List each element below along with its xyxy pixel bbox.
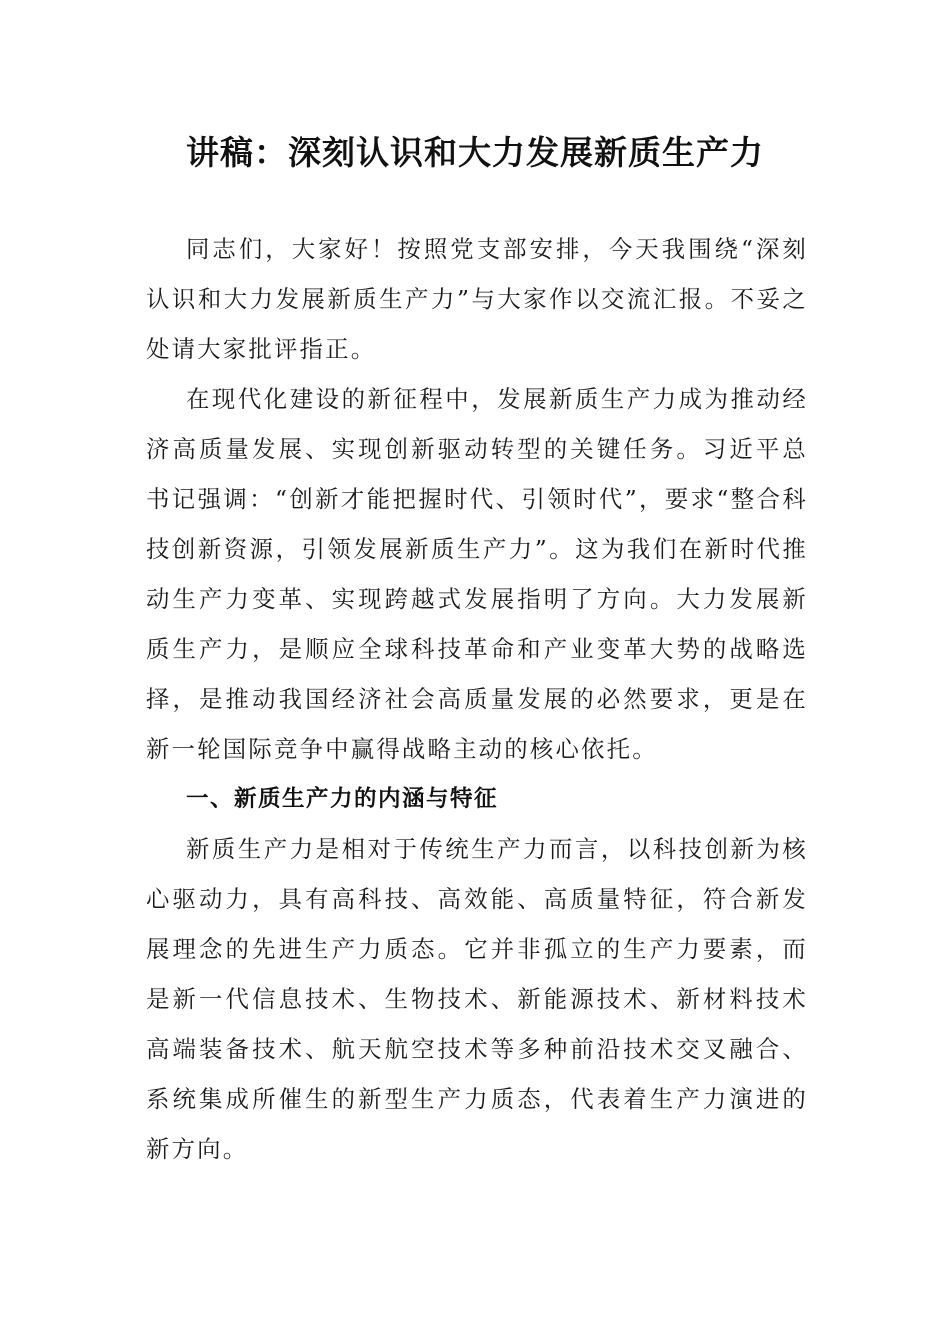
document-body [146, 224, 808, 1174]
document-title: 讲稿：深刻认识和大力发展新质生产力 [186, 133, 764, 172]
section-heading-1: 一、新质生产力的内涵与特征 [186, 786, 499, 812]
paragraph-definition: 新质生产力是相对于传统生产力而言，以科技创新为核心驱动力，具有高科技、高效能、高质量特征，符合新发展理念的先进生产力质态。它并非孤立的生产力要素，而是新一代信息技术、生物技术、新能源技术、新材料技术高端装备技术、航天航空技术等多种前沿技术交叉融合、系统集成所催生的新型生产力质态，代表着生产力演进的新方向。 [146, 835, 808, 1163]
paragraph-greeting: 同志们，大家好！按照党支部安排，今天我围绕“深刻认识和大力发展新质生产力”与大家作以交流汇报。不妥之处请大家批评指正。 [146, 235, 808, 363]
paragraph-background: 在现代化建设的新征程中，发展新质生产力成为推动经济高质量发展、实现创新驱动转型的关键任务。习近平总书记强调：“创新才能把握时代、引领时代”，要求“整合科技创新资源，引领发展新质生产力”。这为我们在新时代推动生产力变革、实现跨越式发展指明了方向。大力发展新质生产力，是顺应全球科技革命和产业变革大势的战略选择，是推动我国经济社会高质量发展的必然要求，更是在新一轮国际竞争中赢得战略主动的核心依托。 [146, 385, 808, 763]
